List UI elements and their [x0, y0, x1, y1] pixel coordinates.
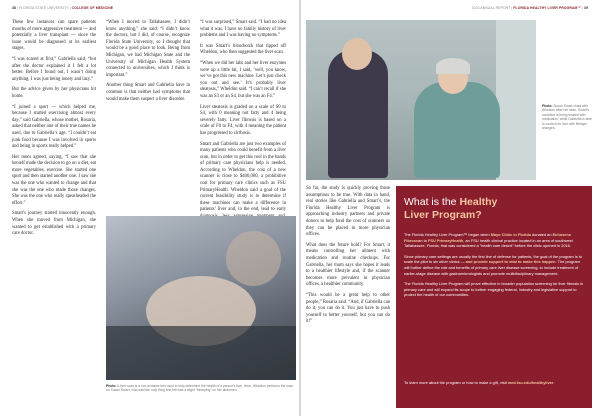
photo-shape: [226, 231, 281, 286]
paragraph: “This would be a great help to other people,” Rosaria said. “And, if Gabriella can do it, you can do it. You just have to push yourself to better yourself, but you can do it!”: [306, 292, 390, 325]
paragraph: Her mom agreed, saying, “I saw that she herself made the decision to go on a diet, eat more vegetables, exercise. She started one sport and then started another one. I saw she was the one who wanted to change and that she was the one who made those changes. She was the one who really spearheaded the effort.”: [12, 154, 96, 206]
left-header-university: FLORIDA STATE UNIVERSITY: [19, 6, 69, 10]
sidebar-paragraph: The Florida Healthy Liver Program will prove effective in broader population screening for liver fibrosis in primary care and will expand its scope to further engaging federal, industry and legislative support to protect the health of our communities.: [404, 281, 584, 298]
healthy-liver-sidebar: [396, 186, 592, 408]
text-run: — and provide support to vital to make this happen: [460, 259, 556, 265]
paragraph: Liver steatosis is graded on a scale of S0 to S4, with 0 meaning not fatty and 4 being severely fatty. Liver fibrosis is based on a scale of F0 to F4, with 4 meaning the patient has progressed to cirrhosis.: [200, 104, 286, 136]
text-run: The Florida Healthy Liver Program™ began when: [404, 232, 491, 237]
sidebar-title-highlight: Healthy: [459, 196, 498, 208]
right-page-number: 39: [584, 6, 588, 10]
photo-shape: [414, 82, 500, 178]
paragraph: So far, the study is quickly proving those assumptions to be true. With data in hand, real stories like Gabriella and Smart’s, the Florida Healthy Liver Program is approaching industry partners and private donors to help fund the cost of scanners so they can be placed in more physician offices.: [306, 186, 390, 238]
doctor-patient-photo-caption: [542, 104, 592, 130]
sidebar-body: [404, 232, 584, 303]
right-header-report: 2023 ANNUAL REPORT: [471, 6, 511, 10]
text-run: Since primary care settings are usually the first line of defense for patients, the goal of the program is to scale the pilot to six other clinics: [404, 253, 582, 265]
left-page-number: 38: [12, 6, 16, 10]
caption-text: Susan Smart chats with Wheldon after her scan. Smart's condition is being treated with medication, while Gabriella is able to control her liver with lifestyle changes.: [542, 104, 592, 131]
sidebar-paragraph: [404, 254, 584, 276]
page-gutter: [299, 0, 301, 416]
text-run: Echosens Fibroscan: [404, 232, 571, 243]
paragraph: It was Smart’s bloodwork that tipped off Wheldon, who then suggested the liver scan.: [200, 43, 286, 56]
text-run: To learn more about the program or how to make a gift, visit: [404, 380, 508, 385]
right-page-header: 2023 ANNUAL REPORT | FLORIDA HEALTHY LIVER PROGRAM™ | 39: [471, 6, 588, 10]
photo-shape: [436, 58, 470, 74]
photo-shape: [106, 326, 296, 380]
sidebar-paragraph: [404, 232, 584, 249]
text-run: to: [422, 237, 429, 243]
paragraph: “When we did her labs and her liver enzymes were up a little bit, I said, ‘well, you know, we’ve got this new machine. Let’s just check you out and see.’ It’s probably liver steatosis,” Wheldon said. “I can’t recall if she was an S3 or an S4, but she was an F4.”: [200, 60, 286, 99]
liver-scan-photo-caption: [106, 384, 296, 393]
program-url-link[interactable]: med.fsu.edu/healthyliver: [507, 380, 554, 385]
paragraph: What does the future hold? For Smart, it means controlling her ailment with medication and routine checkups. For Gabriella, her mom says she hopes it leads to a healthier lifestyle and, if the scanner becomes more prevalent in physician offices, a healthier community.: [306, 242, 390, 288]
sidebar-title: [404, 196, 588, 221]
caption-text: A liver scan is a non-invasive test used to help determine the health of a person's liver. Here, Wheldon performs the scan on Susan Smart, who said the only thing she felt was a slight "thumping" on her abdomen.: [106, 384, 294, 393]
caption-label: Photo:: [106, 384, 117, 388]
text-run: FSU PrimaryHealth: [428, 237, 464, 243]
caption-label: Photo:: [542, 104, 553, 108]
sidebar-title-highlight: Liver Program?: [404, 208, 482, 221]
paragraph: “I joined a sport — which helped me, because I started exercising almost every day,” said Gabriella, whose mother, Rosaria, asked that neither one of their true names be used, due to Gabriella’s age. “I couldn’t eat junk food because I was involved in sports and being in sports really helped.”: [12, 104, 96, 150]
doctor-patient-photo: [306, 20, 536, 180]
sidebar-footer: [404, 380, 584, 386]
paragraph: But the advice given by her physicians hit home.: [12, 87, 96, 99]
paragraph: Another thing Smart and Gabriella have in common is that neither had symptoms that would make them suspect a liver disorder.: [106, 83, 190, 102]
text-run: donated an: [530, 232, 553, 237]
paragraph: “When I moved to Tallahassee, I didn’t know anything,” she said. “I didn’t know the doctors, but I did, of course, recognize Florida State University, so I thought that would be a good place to look. Being from Michigan, we had Michigan State and the University of Michigan Health System connected to universities, which I think is important.”: [106, 20, 190, 78]
article-column-1: [12, 20, 96, 242]
paragraph: Smart's journey started innocently enough. When she moved from Michigan, she wanted to get established with a primary care doctor.: [12, 211, 96, 237]
left-header-college: COLLEGE OF MEDICINE: [71, 6, 114, 10]
paragraph: These few instances can spare patients months of more aggressive treatment — and potentially a liver transplant — since the issue would be diagnosed at its earliest stages.: [12, 20, 96, 52]
photo-shape: [342, 38, 372, 70]
left-page-header: 38 | FLORIDA STATE UNIVERSITY | COLLEGE OF MEDICINE: [12, 6, 114, 10]
article-column-3: [200, 20, 286, 231]
liver-scan-photo: [106, 216, 296, 380]
text-run: , an FSU health clinical practice located in an area of southwest Tallahassee, Florida, that was considered a "health care desert" before the clinic opened in 2016.: [404, 237, 573, 249]
photo-shape: [496, 20, 536, 180]
article-column-2: [106, 20, 190, 107]
paragraph: “I was surprised,” Smart said. “I had no idea what it was. I have no family history of liver problems and I was having no symptoms.”: [200, 20, 286, 39]
text-run: Mayo Clinic in Florida: [490, 232, 531, 237]
text-run: .: [553, 380, 555, 385]
paragraph: Smart and Gabriella are just two examples of many patients who could benefit from a liver scan, but in order to get this tool in the hands of primary care physicians help is needed. According to Wheldon, the cost of a new scanner is close to $400,000, a prohibitive cost for primary care clinics such as FSU PrimaryHealth. Wheldon said a goal of the current feasibility study is to determine if these machines can make a difference in patients’ liver and, in the end, lead to early: [200, 141, 286, 213]
article-column-4: [306, 186, 390, 330]
paragraph: “I was scared at first,” Gabriella said, “but after the doctor explained it I felt a lot better. Before I found out, I wasn’t doing anything. I was just being lonely and lazy.”: [12, 56, 96, 82]
sidebar-title-prefix: What is the: [404, 196, 460, 208]
right-header-program: FLORIDA HEALTHY LIVER PROGRAM: [513, 6, 578, 10]
text-run: . The program will further define the role and benefits of primary care liver disease screening, to include treatment of earlier-stage disease with gastroenterologists and promote multidisciplinary management.: [404, 259, 580, 276]
